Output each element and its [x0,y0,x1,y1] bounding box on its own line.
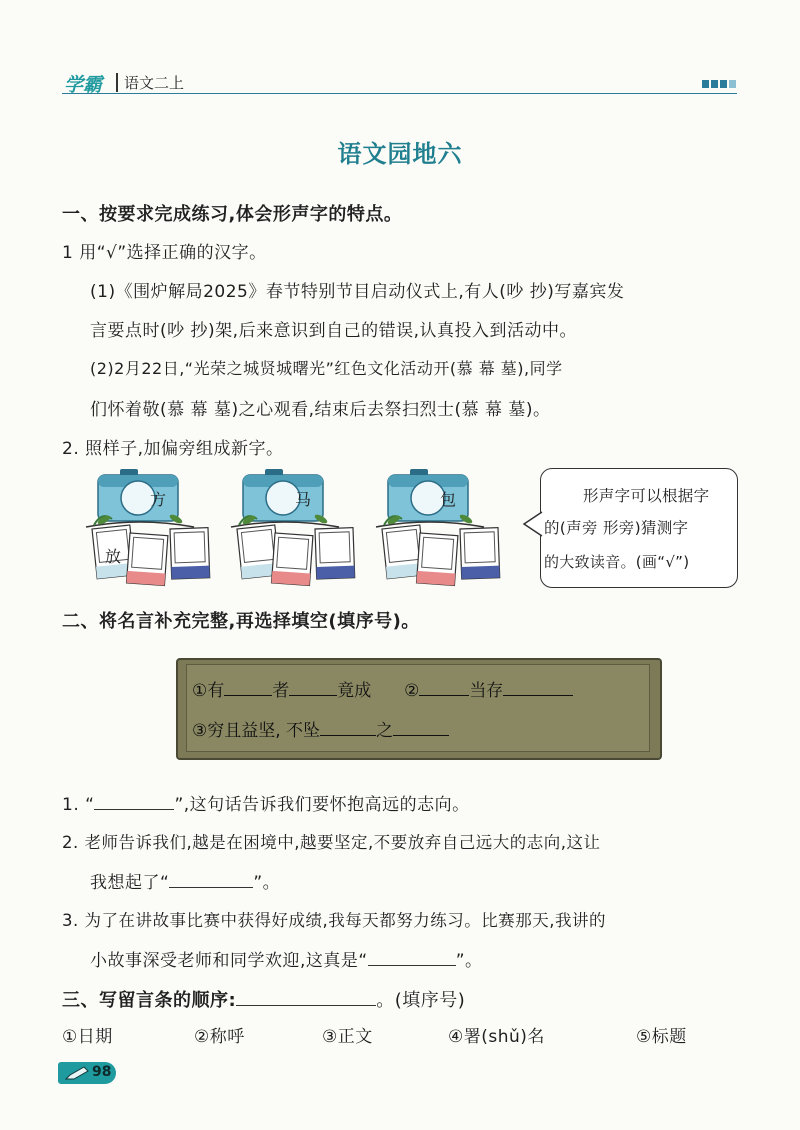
q1-p1-line2: 言要点时(吵 抄)架,后来意识到自己的错误,认真投入到活动中。 [90,321,577,341]
quote-row1: ①有 者 竟成 ② 当存 [192,676,573,701]
header-dots [702,80,736,88]
bubble-line1: 形声字可以根据字 [583,487,710,505]
q1-label: 1 用“√”选择正确的汉字。 [62,243,267,263]
brand-logo: 学霸 [64,74,103,96]
section3-heading: 三、写留言条的顺序: 。(填序号) [62,990,466,1011]
section2-heading: 二、将名言补充完整,再选择填空(填序号)。 [62,611,420,632]
s3-option3: ③正文 [322,1027,373,1047]
q1-p1-line1: (1)《围炉解局2025》春节特别节目启动仪式上,有人(吵 抄)写嘉宾发 [90,282,625,302]
pencil-icon [64,1065,90,1081]
s2-item1: 1. “ ”,这句话告诉我们要怀抱高远的志向。 [62,795,470,815]
header-rule [62,93,737,94]
page-number: 98 [92,1064,112,1080]
s3-option1: ①日期 [62,1027,113,1047]
camera2-char: 马 [295,490,312,509]
s3-option4: ④署(shǔ)名 [448,1027,545,1047]
s3-option5: ⑤标题 [636,1027,687,1047]
s2-item2-line2: 我想起了“ ”。 [90,873,281,893]
bubble-line3: 的大致读音。(画“√”) [544,553,690,571]
q1-p2-line2: 们怀着敬(慕 幕 墓)之心观看,结束后去祭扫烈士(慕 幕 墓)。 [90,400,551,420]
camera-illustrations [84,465,534,590]
q2-label: 2. 照样子,加偏旁组成新字。 [62,439,284,459]
camera1-char: 方 [150,490,167,509]
example-answer: 放 [105,547,122,566]
page-title: 语文园地六 [337,140,463,168]
section1-heading: 一、按要求完成练习,体会形声字的特点。 [62,204,403,225]
q1-p2-line1: (2)2月22日,“光荣之城贤城曙光”红色文化活动开(慕 幕 墓),同学 [90,359,563,378]
s2-item2-line1: 2. 老师告诉我们,越是在困境中,越要坚定,不要放弃自己远大的志向,这让 [62,833,601,852]
camera3-char: 包 [440,490,457,509]
book-title: 语文二上 [124,74,185,92]
brand-separator [116,73,118,92]
bubble-tail [522,510,544,538]
quote-row2: ③穷且益坚, 不坠 之 [192,716,449,741]
s2-item3-line2: 小故事深受老师和同学欢迎,这真是“ ”。 [90,951,483,971]
s2-item3-line1: 3. 为了在讲故事比赛中获得好成绩,我每天都努力练习。比赛那天,我讲的 [62,911,606,930]
s3-option2: ②称呼 [194,1027,245,1047]
bubble-line2: 的(声旁 形旁)猜测字 [544,519,689,537]
